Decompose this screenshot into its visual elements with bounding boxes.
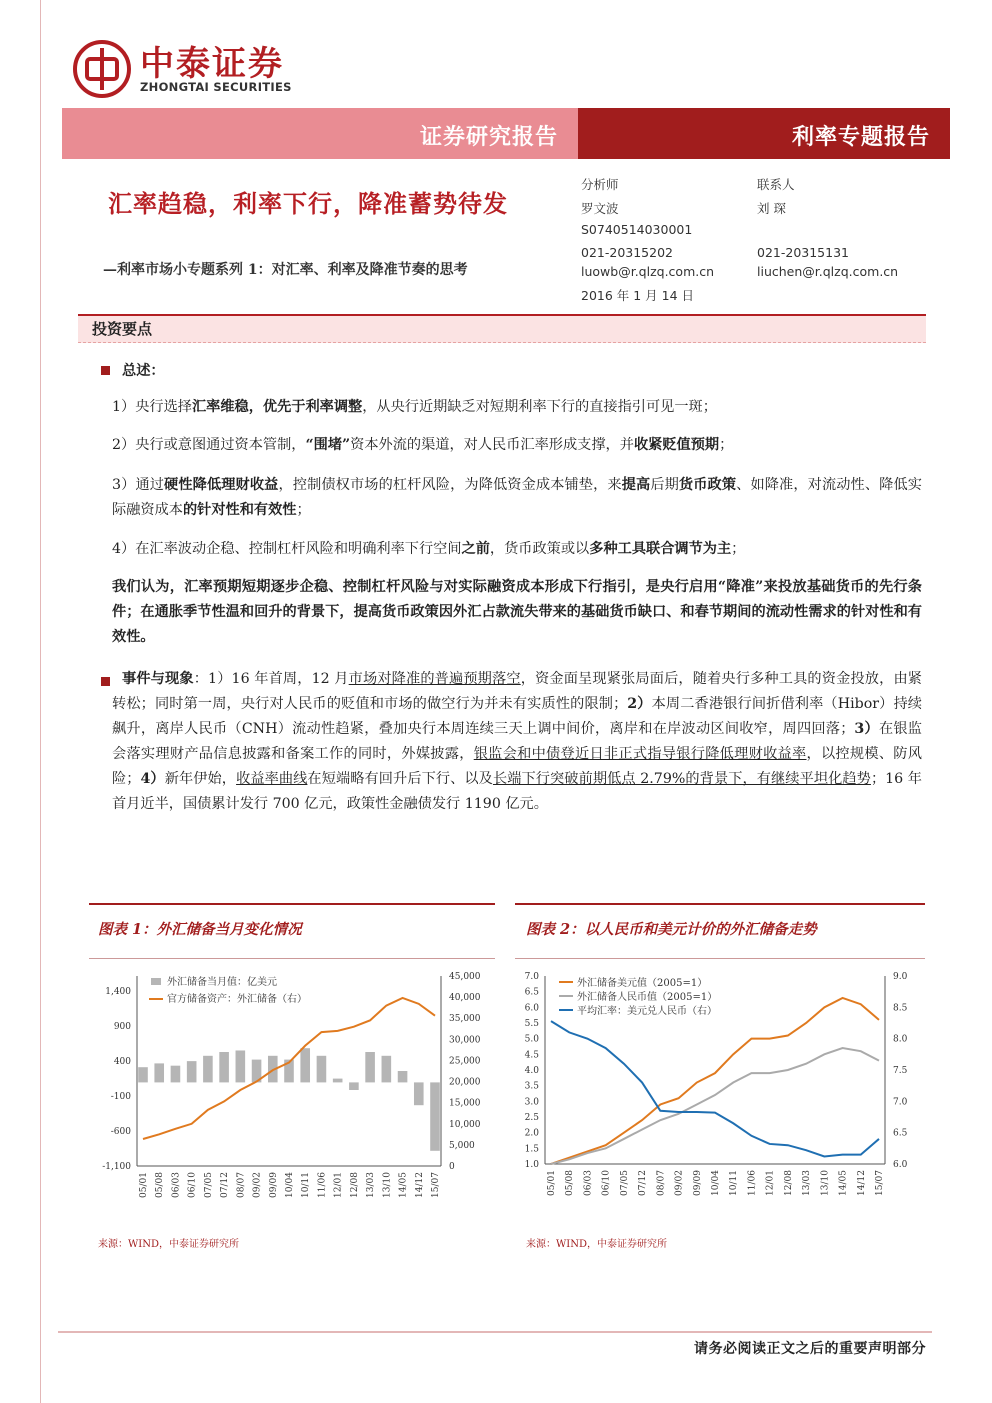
chart1-x-tick-label: 07/05 — [203, 1172, 214, 1198]
chart2-left-tick-label: 6.5 — [524, 987, 539, 998]
chart2-x-tick-label: 15/07 — [875, 1170, 885, 1196]
chart1-bar — [171, 1066, 181, 1083]
banner-left-label: 证券研究报告 — [419, 124, 558, 150]
chart2-x-tick-label: 11/06 — [747, 1170, 758, 1196]
chart1-x-tick-label: 05/01 — [139, 1172, 149, 1198]
report-date: 2016 年 1 月 14 日 — [581, 288, 695, 303]
chart1-legend-bar-label: 外汇储备当月值：亿美元 — [167, 977, 277, 988]
chart2-right-tick-label: 8.5 — [893, 1003, 908, 1014]
chart1-right-tick-label: 15,000 — [449, 1098, 481, 1109]
chart1-x-tick-label: 08/07 — [236, 1172, 247, 1198]
contact-name: 刘 琛 — [757, 201, 786, 216]
chart2-x-tick-label: 05/08 — [565, 1170, 576, 1196]
zhongtai-logo-icon — [73, 40, 131, 98]
chart1-legend-line-label: 官方储备资产：外汇储备（右） — [167, 994, 307, 1005]
chart2-x-tick-label: 09/09 — [692, 1170, 703, 1196]
chart2-title: 图表 2：以人民币和美元计价的外汇储备走势 — [526, 921, 817, 938]
chart1-svg — [89, 962, 495, 1224]
chart1-right-tick-label: 40,000 — [449, 993, 481, 1004]
chart1-bar — [349, 1082, 359, 1090]
chart1-x-tick-label: 10/04 — [285, 1172, 295, 1198]
chart2-legend-label: 外汇储备人民币值（2005=1） — [577, 992, 718, 1003]
chart1-bar — [333, 1079, 343, 1083]
point-3: 3）通过硬性降低理财收益，控制债权市场的杠杆风险，为降低资金成本铺垫，来提高后期货币政策、如降准，对流动性、降低实际融资成本的针对性和有效性； — [112, 477, 922, 518]
point-2: 2）央行或意图通过资本管制，“围堵”资本外流的渠道，对人民币汇率形成支撑，并收紧贬值预期； — [112, 437, 734, 453]
chart2-left-tick-label: 3.5 — [524, 1081, 539, 1092]
chart2-left-tick-label: 5.0 — [524, 1034, 539, 1045]
chart2-left-tick-label: 4.0 — [524, 1066, 539, 1076]
point-1: 1）央行选择汇率维稳，优先于利率调整，从央行近期缺乏对短期利率下行的直接指引可见一斑； — [112, 399, 717, 415]
chart1-bar — [317, 1056, 327, 1083]
contact-phone: 021-20315131 — [757, 245, 849, 260]
chart1-bar — [219, 1052, 229, 1082]
chart2-x-tick-label: 09/02 — [674, 1170, 685, 1196]
analyst-label: 分析师 — [581, 177, 619, 192]
chart1-x-tick-label: 06/03 — [171, 1172, 182, 1198]
key-points-title: 投资要点 — [92, 320, 153, 338]
chart1-x-tick-label: 11/06 — [317, 1172, 328, 1198]
chart2-title-rule — [515, 958, 925, 959]
chart2-x-tick-label: 14/12 — [856, 1170, 867, 1196]
chart2-left-tick-label: 1.0 — [524, 1160, 539, 1170]
chart1-x-tick-label: 13/03 — [366, 1172, 377, 1198]
footer-rule — [58, 1331, 932, 1333]
chart2-x-tick-label: 14/05 — [838, 1170, 849, 1196]
chart2-left-tick-label: 6.0 — [524, 1003, 539, 1014]
chart1-left-tick-label: -1,100 — [102, 1162, 131, 1172]
bullet-square-icon — [101, 366, 110, 375]
chart2-right-tick-label: 6.0 — [893, 1160, 908, 1170]
events-paragraph: 事件与现象：1）16 年首周，12 月市场对降准的普遍预期落空，资金面呈现紧张局面后，随着央行多种工具的资金投放，由紧转松；同时第一周，央行对人民币的贬值和市场的做空行为并未有实质性的限制；2）本周二香港银行间折借利率（Hibor）持续飙升，离岸人民币（CNH）流动性趋紧，叠加央行本周连续三天上调中间价，离岸和在岸波动区间收窄，周四回落；3）在银监会落实理财产品信息披露和备案工作的同时，外媒披露，银监会和中债登近日非正式指导银行降低理财收益率，以控规模、防风险；4）新年伊始，收益率曲线在短端略有回升后下行、以及长端下行突破前期低点 2.79%的背景下，有继续平坦化趋势；16 年首月近半，国债累计发行 700 亿元，政策性金融债发行 1190 亿元。 — [112, 671, 922, 812]
summary-label: 总述： — [122, 363, 165, 379]
chart1-bar — [236, 1050, 246, 1082]
chart2-x-tick-label: 08/07 — [656, 1170, 667, 1196]
chart1-left-tick-label: 400 — [113, 1057, 131, 1067]
chart1-bar — [187, 1061, 197, 1082]
chart2-left-tick-label: 4.5 — [524, 1050, 539, 1061]
chart2-right-tick-label: 7.0 — [893, 1097, 908, 1108]
report-title: 汇率趋稳，利率下行，降准蓄势待发 — [108, 189, 508, 218]
brand-name-en: ZHONGTAI SECURITIES — [140, 80, 292, 94]
chart1-left-tick-label: -100 — [110, 1092, 131, 1102]
chart1-right-tick-label: 20,000 — [449, 1077, 481, 1088]
banner-right — [578, 108, 950, 159]
chart1-title: 图表 1：外汇储备当月变化情况 — [98, 921, 302, 938]
chart2-svg — [515, 962, 925, 1224]
chart2-fx-line — [551, 1021, 879, 1156]
chart2-usd-line — [551, 998, 879, 1164]
chart1-bar — [398, 1071, 408, 1082]
analyst-name: 罗文波 — [581, 201, 619, 216]
chart1-bar — [414, 1082, 424, 1105]
analyst-phone: 021-20315202 — [581, 245, 673, 260]
chart2-x-tick-label: 06/10 — [601, 1170, 612, 1196]
chart1-right-tick-label: 0 — [449, 1162, 455, 1172]
banner-right-label: 利率专题报告 — [791, 124, 930, 150]
contact-label: 联系人 — [757, 177, 795, 192]
chart1-bar — [203, 1056, 213, 1083]
chart1-right-tick-label: 35,000 — [449, 1014, 481, 1025]
footer-disclaimer: 请务必阅读正文之后的重要声明部分 — [694, 1341, 926, 1357]
chart1-bar — [365, 1052, 375, 1082]
chart1-x-tick-label: 05/08 — [155, 1172, 166, 1198]
chart1-x-tick-label: 14/05 — [398, 1172, 409, 1198]
chart2-x-tick-label: 12/08 — [783, 1170, 794, 1196]
chart2-right-tick-label: 9.0 — [893, 972, 908, 982]
point-4: 4）在汇率波动企稳、控制杠杆风险和明确利率下行空间之前，货币政策或以多种工具联合调节为主； — [112, 541, 746, 557]
chart2-right-tick-label: 8.0 — [893, 1034, 908, 1045]
chart2-left-tick-label: 7.0 — [524, 972, 539, 982]
chart1-title-rule — [89, 958, 495, 959]
chart2-left-tick-label: 3.0 — [524, 1097, 539, 1108]
chart2-x-tick-label: 10/11 — [729, 1170, 740, 1196]
chart2-source: 来源：WIND，中泰证券研究所 — [526, 1239, 667, 1250]
analyst-email[interactable]: luowb@r.qlzq.com.cn — [581, 264, 715, 279]
chart1-x-tick-label: 12/08 — [349, 1172, 360, 1198]
chart2-x-tick-label: 05/01 — [547, 1170, 557, 1196]
contact-email[interactable]: liuchen@r.qlzq.com.cn — [757, 264, 899, 279]
chart1-x-tick-label: 06/10 — [187, 1172, 198, 1198]
chart2-right-tick-label: 7.5 — [893, 1066, 908, 1076]
chart1-right-tick-label: 5,000 — [449, 1140, 475, 1151]
chart2-left-tick-label: 5.5 — [524, 1019, 539, 1029]
chart1-left-tick-label: 900 — [113, 1022, 131, 1032]
chart2-left-tick-label: 2.5 — [524, 1113, 539, 1123]
chart1-x-tick-label: 09/09 — [268, 1172, 279, 1198]
chart2-left-tick-label: 1.5 — [524, 1144, 539, 1155]
chart2-legend-label: 平均汇率：美元兑人民币（右） — [577, 1006, 717, 1017]
key-points-bar — [78, 314, 926, 343]
chart1-x-tick-label: 09/02 — [252, 1172, 263, 1198]
chart1-x-tick-label: 10/11 — [301, 1172, 312, 1198]
analyst-cert: S0740514030001 — [581, 222, 693, 237]
bullet-square-icon — [101, 677, 110, 686]
chart1-bar — [138, 1067, 148, 1082]
chart2-left-tick-label: 2.0 — [524, 1128, 539, 1139]
chart1-bar — [154, 1063, 164, 1082]
chart1-left-tick-label: 1,400 — [105, 987, 131, 997]
report-subtitle: —利率市场小专题系列 1：对汇率、利率及降准节奏的思考 — [103, 262, 468, 278]
chart1-x-tick-label: 07/12 — [220, 1172, 231, 1198]
chart1-right-tick-label: 25,000 — [449, 1056, 481, 1067]
conclusion-paragraph: 我们认为，汇率预期短期逐步企稳、控制杠杆风险与对实际融资成本形成下行指引，是央行启用“降准”来投放基础货币的先行条件；在通胀季节性温和回升的背景下，提高货币政策因外汇占款流失带来的基础货币缺口、和春节期间的流动性需求的针对性和有效性。 — [112, 579, 922, 645]
left-margin-rule — [40, 0, 41, 1403]
chart1-right-tick-label: 45,000 — [449, 972, 481, 982]
chart1-legend-bar-swatch — [151, 978, 161, 985]
chart2-right-tick-label: 6.5 — [893, 1128, 908, 1139]
chart2-x-tick-label: 12/01 — [765, 1170, 776, 1196]
chart1-x-tick-label: 12/01 — [333, 1172, 344, 1198]
chart2-x-tick-label: 06/03 — [583, 1170, 594, 1196]
chart1-right-tick-label: 30,000 — [449, 1035, 481, 1046]
chart1-right-tick-label: 10,000 — [449, 1119, 481, 1130]
chart1-x-tick-label: 13/10 — [382, 1172, 393, 1198]
chart1-bar — [300, 1048, 310, 1082]
chart2-x-tick-label: 10/04 — [711, 1170, 721, 1196]
chart1-left-tick-label: -600 — [110, 1127, 131, 1137]
chart2-x-tick-label: 13/10 — [820, 1170, 831, 1196]
chart1-x-tick-label: 14/12 — [414, 1172, 425, 1198]
brand-name-cn: 中泰证券 — [140, 44, 284, 84]
chart2-x-tick-label: 07/12 — [638, 1170, 649, 1196]
chart2-legend-label: 外汇储备美元值（2005=1） — [577, 978, 708, 989]
chart1-bar — [430, 1082, 440, 1150]
chart2-x-tick-label: 07/05 — [619, 1170, 630, 1196]
chart1-source: 来源：WIND，中泰证券研究所 — [98, 1239, 239, 1250]
chart2-x-tick-label: 13/03 — [802, 1170, 813, 1196]
banner-left — [62, 108, 578, 159]
chart1-bar — [382, 1056, 392, 1083]
chart1-x-tick-label: 15/07 — [431, 1172, 441, 1198]
